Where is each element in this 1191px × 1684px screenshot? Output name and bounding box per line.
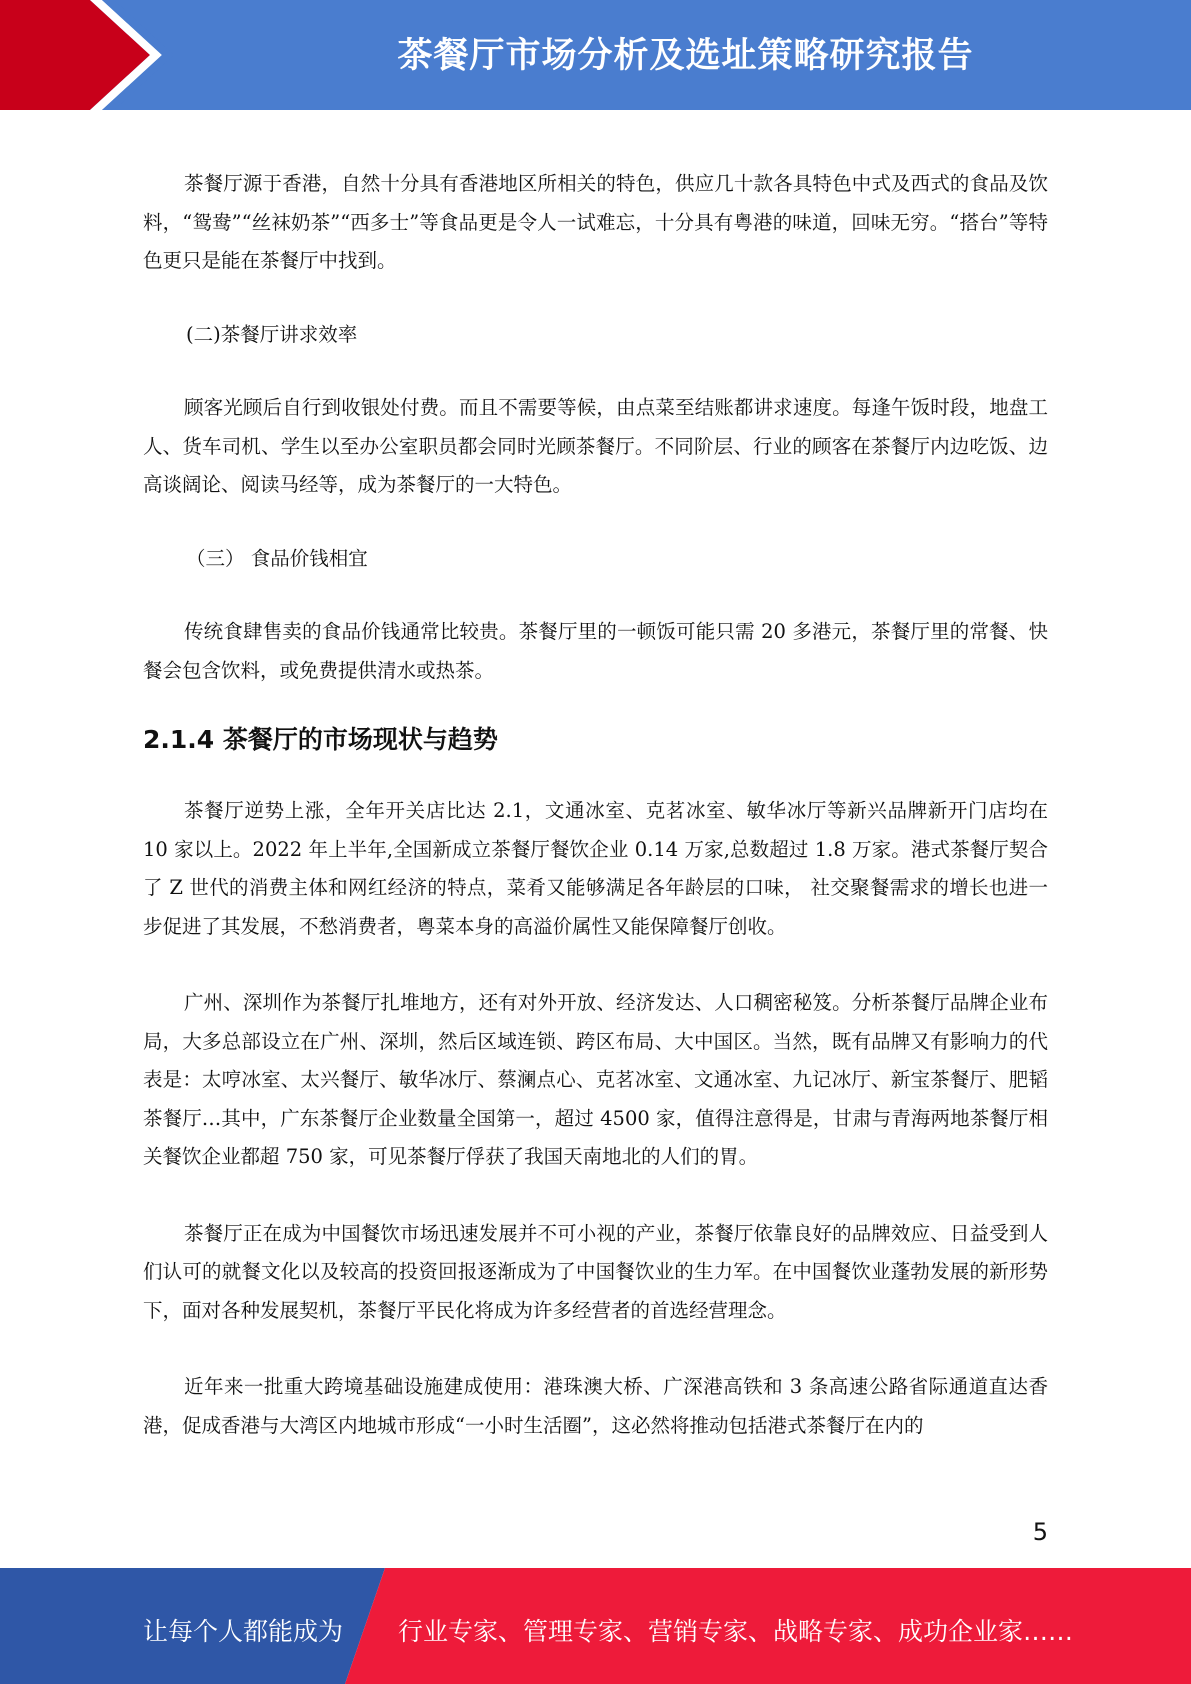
page-content	[143, 165, 1048, 1445]
paragraph-efficiency: 顾客光顾后自行到收银处付费。而且不需要等候，由点菜至结账都讲求速度。每逢午饭时段，地盘工人、货车司机、学生以至办公室职员都会同时光顾茶餐厅。不同阶层、行业的顾客在茶餐厅内边吃饭、边高谈阔论、阅读马经等，成为茶餐厅的一大特色。	[143, 396, 1048, 496]
footer-slogan-right: 行业专家、管理专家、营销专家、战略专家、成功企业家……	[398, 1617, 1074, 1646]
page-footer	[0, 1568, 1191, 1684]
paragraph-industry: 茶餐厅正在成为中国餐饮市场迅速发展并不可小视的产业，茶餐厅依靠良好的品牌效应、日益受到人们认可的就餐文化以及较高的投资回报逐渐成为了中国餐饮业的生力军。在中国餐饮业蓬勃发展的新形势下，面对各种发展契机，茶餐厅平民化将成为许多经营者的首选经营理念。	[143, 1221, 1048, 1322]
page-number: 5	[1032, 1518, 1048, 1546]
paragraph-origin: 茶餐厅源于香港，自然十分具有香港地区所相关的特色，供应几十款各具特色中式及西式的食品及饮料，“鸳鸯”“丝袜奶茶”“西多士”等食品更是令人一试难忘，十分具有粤港的味道，回味无穷。“搭台”等特色更只是能在茶餐厅中找到。	[143, 172, 1048, 272]
paragraph-infrastructure: 近年来一批重大跨境基础设施建成使用：港珠澳大桥、广深港高铁和 3 条高速公路省际通道直达香港，促成香港与大湾区内地城市形成“一小时生活圈”，这必然将推动包括港式茶餐厅在内的	[143, 1375, 1048, 1437]
section-heading: 2.1.4 茶餐厅的市场现状与趋势	[143, 725, 498, 754]
subheading-price: （三） 食品价钱相宜	[186, 546, 368, 570]
subheading-efficiency: (二)茶餐厅讲求效率	[186, 322, 358, 346]
paragraph-price: 传统食肆售卖的食品价钱通常比较贵。茶餐厅里的一顿饭可能只需 20 多港元，茶餐厅里的常餐、快餐会包含饮料，或免费提供清水或热茶。	[143, 620, 1048, 682]
paragraph-brands: 广州、深圳作为茶餐厅扎堆地方，还有对外开放、经济发达、人口稠密秘笈。分析茶餐厅品牌企业布局，大多总部设立在广州、深圳，然后区域连锁、跨区布局、大中国区。当然，既有品牌又有影响力的代表是：太哼冰室、太兴餐厅、敏华冰厅、蔡澜点心、克茗冰室、文通冰室、九记冰厅、新宝茶餐厅、肥韬茶餐厅…其中，广东茶餐厅企业数量全国第一，超过 4500 家，值得注意得是，甘肃与青海两地茶餐厅相关餐饮企业都超 750 家，可见茶餐厅俘获了我国天南地北的人们的胃。	[143, 991, 1048, 1168]
page-header	[0, 0, 1191, 110]
footer-slogan-left: 让每个人都能成为	[143, 1617, 344, 1646]
paragraph-market-status: 茶餐厅逆势上涨，全年开关店比达 2.1，文通冰室、克茗冰室、敏华冰厅等新兴品牌新开门店均在 10 家以上。2022 年上半年,全国新成立茶餐厅餐饮企业 0.14 万家,总数超过 1.8 万家。港式茶餐厅契合了 Z 世代的消费主体和网红经济的特点，菜肴又能够满足各年龄层的口味， 社交聚餐需求的增长也进一步促进了其发展，不愁消费者，粤菜本身的高溢价属性又能保障餐厅创收。	[143, 799, 1048, 938]
report-title: 茶餐厅市场分析及选址策略研究报告	[397, 36, 974, 76]
